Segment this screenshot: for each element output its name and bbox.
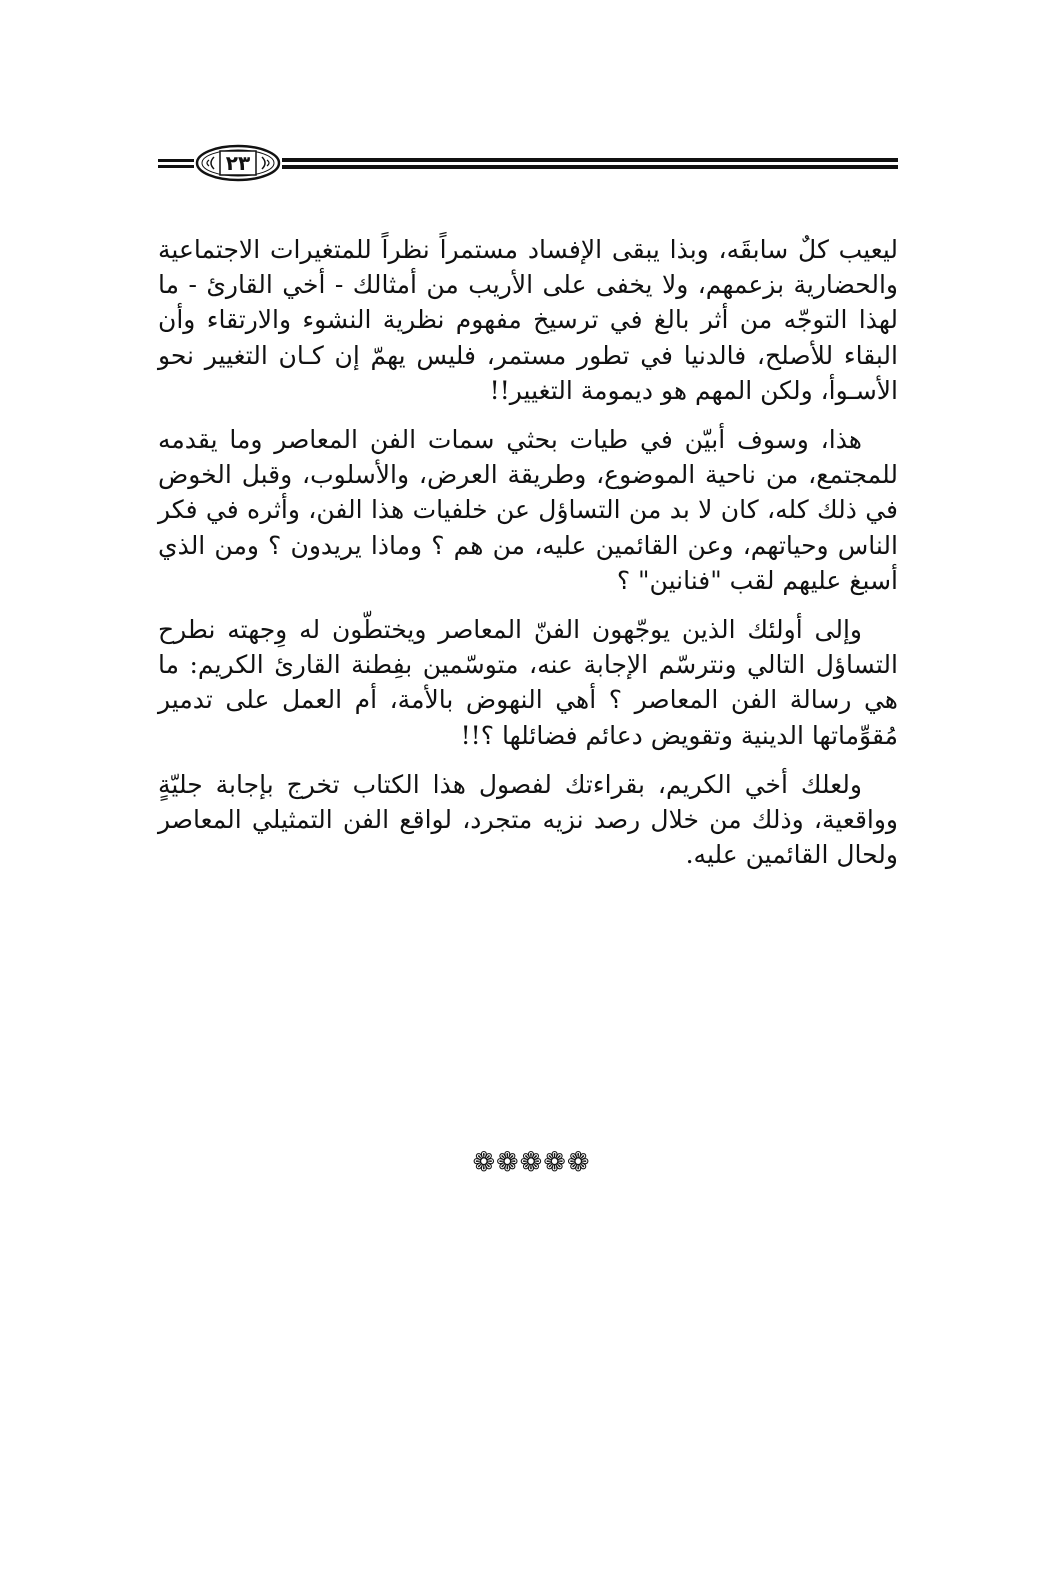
- header-rule-right-lower: [282, 165, 898, 169]
- header-rule-left: [158, 159, 194, 162]
- paragraph-3: وإلى أولئك الذين يوجّهون الفنّ المعاصر ويختطّون له وِجهته نطرح التساؤل التالي ونترسّم الإجابة عنه، متوسّمين بفِطنة القارئ الكريم: ما هي رسالة الفن المعاصر ؟ أهي النهوض بالأمة، أم العمل على تدمير مُقوِّماتها الدينية وتقويض دعائم فضائلها ؟!!: [158, 615, 898, 750]
- paragraph-4: ولعلك أخي الكريم، بقراءتك لفصول هذا الكتاب تخرج بإجابة جليّةٍ وواقعية، وذلك من خلال رصد نزيه متجرد، لواقع الفن التمثيلي المعاصر ولحال القائمين عليه.: [158, 769, 898, 870]
- page-number: ٢٣: [225, 151, 251, 175]
- paragraph-1: ليعيب كلٌ سابقَه، وبذا يبقى الإفساد مستمراً نظراً للمتغيرات الاجتماعية والحضارية بزعمهم، ولا يخفى على الأريب من أمثالك - أخي القارئ - ما لهذا التوجّه من أثر بالغ في ترسيخ مفهوم نظرية النشوء والارتقاء وأن البقاء للأصلح، فالدنيا في تطور مستمر، فليس يهمّ إن كـان التغيير نحو الأسـوأ، ولكن المهم هو ديمومة التغيير!!: [158, 235, 898, 405]
- body-text: [158, 232, 898, 886]
- header-rule-left-lower: [158, 165, 194, 168]
- paragraph-2: هذا، وسوف أبيّن في طيات بحثي سمات الفن المعاصر وما يقدمه للمجتمع، من ناحية الموضوع، وطريقة العرض، والأسلوب، وقبل الخوض في ذلك كله، كان لا بد من التساؤل عن خلفيات هذا الفن، وأثره في فكر الناس وحياتهم، وعن القائمين عليه، من هم ؟ وماذا يريدون ؟ ومن الذي أسبغ عليهم لقب "فنانين" ؟: [158, 425, 898, 595]
- header-rule-right: [282, 158, 898, 162]
- flower-ornament-icon: ❁❁❁❁❁: [472, 1147, 591, 1178]
- page-header: [158, 143, 898, 183]
